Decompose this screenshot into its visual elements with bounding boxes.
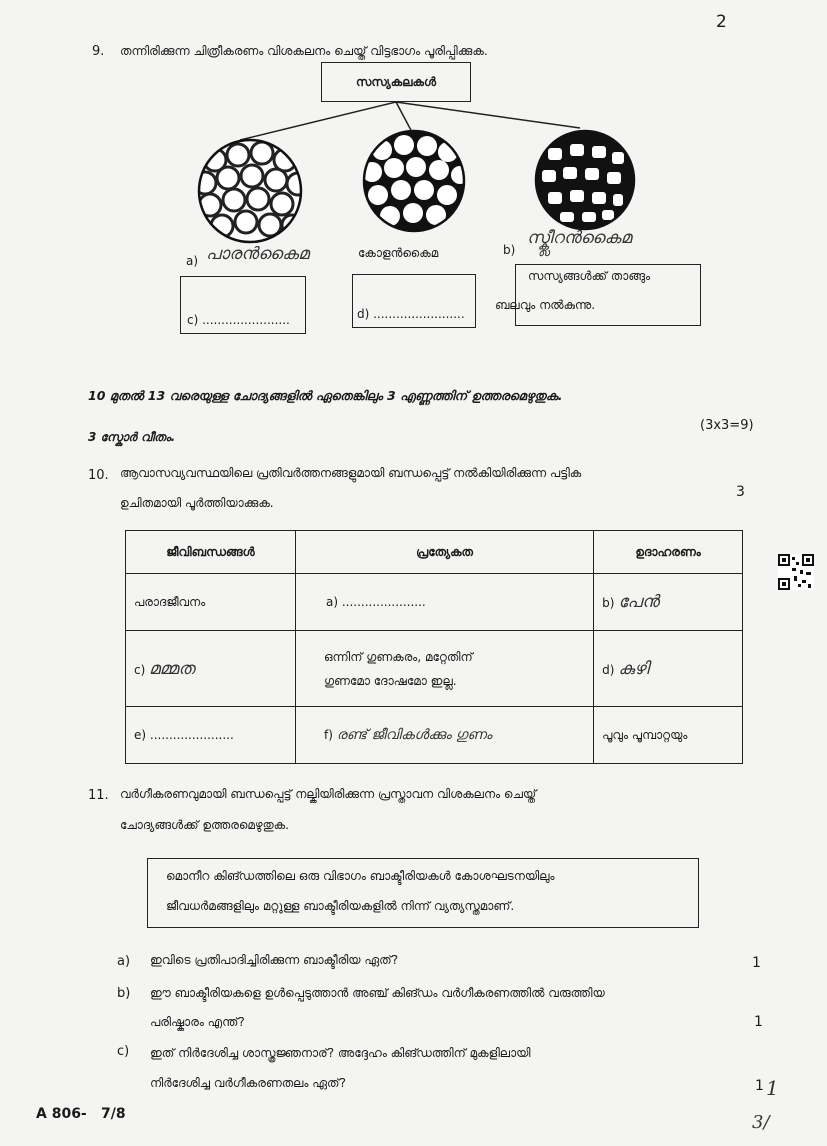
cell-text: d)	[602, 662, 615, 677]
d-label: d) ........................	[357, 307, 465, 321]
table-header: പ്രത്യേകത	[295, 531, 593, 574]
statement-box	[147, 858, 699, 928]
statement-line-2: ജീവധർമങ്ങളിലും മറ്റുള്ള ബാക്ടീരിയകളിൽ നിന്ന് വ്യത്യസ്തമാണ്.	[166, 899, 515, 913]
cell-text: പരാദജീവനം	[134, 594, 206, 609]
relationships-table	[125, 530, 743, 764]
collenchyma-label: കോളൻകൈമ	[358, 246, 439, 260]
handwritten-answer: മമ്മത	[149, 658, 195, 679]
c-answer-box	[180, 276, 306, 334]
q11-number: 11.	[88, 788, 109, 803]
table-cell	[594, 631, 743, 707]
branch-line-middle	[396, 102, 413, 134]
table-cell	[295, 631, 593, 707]
table-header: ജീവിബന്ധങ്ങൾ	[126, 531, 296, 574]
table-row	[126, 574, 743, 631]
part-c-score: 1	[755, 1078, 764, 1094]
part-b-score: 1	[754, 1014, 763, 1030]
cell-text: ഒന്നിന് ഗുണകരം, മറ്റേതിന്	[323, 649, 473, 664]
b-handwritten-answer: സ്ക്ലീറൻകൈമ	[527, 228, 632, 248]
handwritten-answer: പേൻ	[618, 592, 659, 612]
cell-text: ഗുണമോ ദോഷമോ ഇല്ല.	[323, 673, 457, 688]
q9-text: തന്നിരിക്കുന്ന ചിത്രീകരണം വിശകലനം ചെയ്ത് വിട്ടഭാഗം പൂരിപ്പിക്കുക.	[120, 44, 488, 58]
table-cell	[126, 631, 296, 707]
instruction-marks: (3x3=9)	[700, 418, 754, 433]
part-c-text-2: നിർദേശിച്ച വർഗീകരണതലം ഏത്?	[150, 1076, 346, 1090]
part-b-text-2: പരിഷ്കാരം എന്ത്?	[150, 1015, 245, 1029]
c-label: c) .......................	[187, 313, 290, 327]
table-cell	[594, 574, 743, 631]
branch-line-right	[396, 102, 580, 128]
cell-text: b)	[602, 596, 615, 610]
tissue-diagram	[0, 0, 827, 260]
table-row	[126, 707, 743, 764]
qr-code-icon	[778, 554, 814, 590]
instruction-line-1: 10 മുതൽ 13 വരെയുള്ള ചോദ്യങ്ങളിൽ ഏതെങ്കിലും 3 എണ്ണത്തിന് ഉത്തരമെഴുതുക.	[88, 388, 563, 403]
part-label: c)	[117, 1044, 130, 1059]
handwritten-score: 1	[766, 1076, 779, 1100]
part-b-text-1: ഈ ബാക്ടീരിയകളെ ഉൾപ്പെടുത്താൻ അഞ്ച് കിങ്ഡം വർഗീകരണത്തിൽ വരുത്തിയ	[150, 986, 605, 1000]
handwritten-total: 3/	[752, 1112, 770, 1133]
collenchyma-cells	[360, 125, 470, 240]
sclerenchyma-cells	[530, 125, 640, 235]
footer-page: 7/8	[101, 1106, 126, 1122]
cell-text: c)	[134, 662, 146, 677]
q10-number: 10.	[88, 468, 109, 483]
q10-score: 3	[736, 484, 745, 500]
page-number: 2	[716, 12, 727, 32]
cell-text: f)	[323, 728, 333, 742]
table-cell	[295, 574, 593, 631]
function-box	[515, 264, 701, 326]
table-cell	[126, 574, 296, 631]
function-line-1: സസ്യങ്ങൾക്ക് താങ്ങും	[528, 269, 651, 283]
part-a-score: 1	[752, 955, 761, 971]
q10-text-line-1: ആവാസവ്യവസ്ഥയിലെ പ്രതിവർത്തനങ്ങളുമായി ബന്ധപ്പെട്ട് നൽകിയിരിക്കുന്ന പട്ടിക	[120, 466, 582, 480]
branch-line-left	[240, 102, 396, 140]
table-row	[126, 631, 743, 707]
q10-text-line-2: ഉചിതമായി പൂർത്തിയാക്കുക.	[120, 496, 274, 510]
footer-code: A 806-	[36, 1106, 87, 1122]
cell-text: a) ......................	[325, 595, 426, 609]
root-label: സസ്യകലകൾ	[355, 74, 436, 89]
part-label: a)	[117, 954, 131, 969]
a-label: a)	[186, 254, 199, 268]
table-cell	[594, 707, 743, 764]
handwritten-answer: രണ്ട് ജീവികൾക്കും ഗുണം	[336, 727, 492, 743]
table-cell	[126, 707, 296, 764]
statement-line-1: മൊനീറ കിങ്ഡത്തിലെ ഒരു വിഭാഗം ബാക്ടീരിയകൾ കോശഘടനയിലും	[166, 869, 555, 883]
d-answer-box	[352, 274, 476, 328]
handwritten-answer: കുഴി	[618, 658, 649, 679]
function-line-2: ബലവും നൽകുന്നു.	[495, 298, 596, 312]
q11-text-line-1: വർഗീകരണവുമായി ബന്ധപ്പെട്ട് നല്കിയിരിക്കുന്ന പ്രസ്താവന വിശകലനം ചെയ്ത്	[120, 787, 537, 801]
instruction-line-2: 3 സ്കോർ വീതം.	[88, 430, 176, 444]
table-cell	[295, 707, 593, 764]
q9-number: 9.	[92, 44, 105, 59]
parenchyma-cells	[190, 130, 310, 250]
cell-text: e) ......................	[134, 728, 234, 742]
a-handwritten-answer: പാരൻകൈമ	[206, 244, 309, 264]
table-header-row	[126, 531, 743, 574]
cell-text: പൂവും പൂമ്പാറ്റയും	[602, 727, 688, 742]
table-header: ഉദാഹരണം	[594, 531, 743, 574]
part-a-text: ഇവിടെ പ്രതിപാദിച്ചിരിക്കുന്ന ബാക്ടീരിയ ഏത്?	[150, 953, 399, 967]
part-label: b)	[117, 986, 131, 1001]
q11-text-line-2: ചോദ്യങ്ങൾക്ക് ഉത്തരമെഴുതുക.	[120, 818, 289, 832]
b-label: b)	[503, 243, 516, 257]
part-c-text-1: ഇത് നിർദേശിച്ച ശാസ്ത്രജ്ഞനാര്? അദ്ദേഹം കിങ്ഡത്തിന് മുകളിലായി	[150, 1046, 531, 1060]
